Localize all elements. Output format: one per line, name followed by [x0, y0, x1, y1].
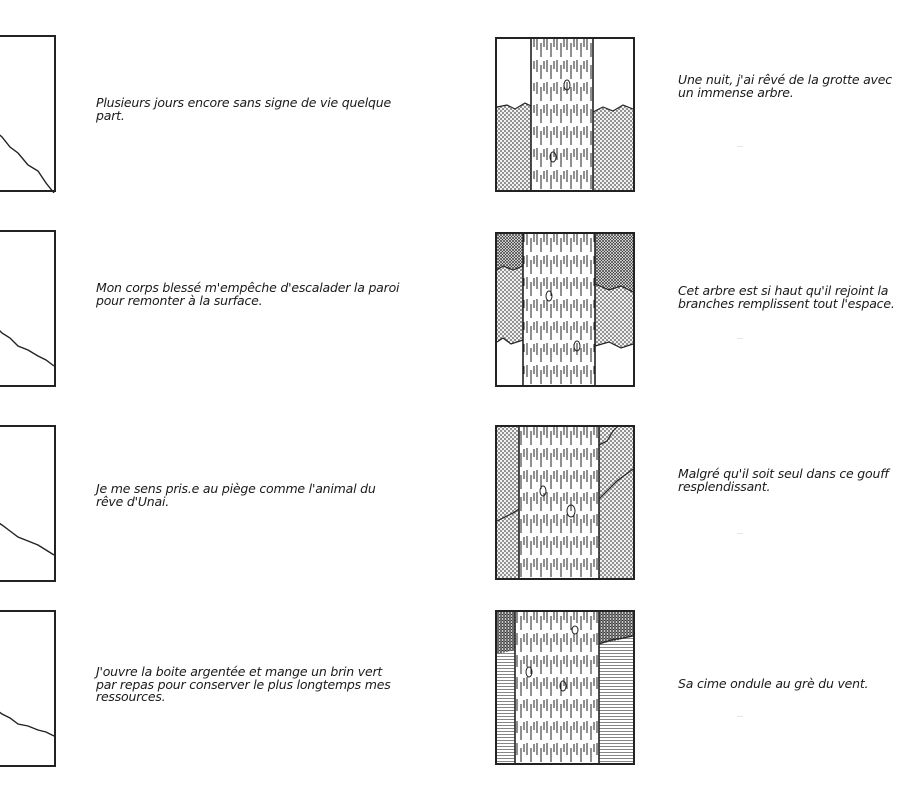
- tree-panel-1: [495, 37, 635, 192]
- paper-mark: [737, 716, 743, 717]
- cave-slope-drawing-icon: [0, 35, 58, 193]
- cave-panel-3: [0, 425, 58, 583]
- paper-mark: [737, 338, 743, 339]
- paper-mark: [737, 533, 743, 534]
- cave-slope-drawing-icon: [0, 425, 58, 583]
- cave-panel-2: [0, 230, 58, 388]
- cave-slope-drawing-icon: [0, 610, 58, 768]
- caption-right-3: Malgré qu'il soit seul dans ce gouff resplendissant.: [678, 466, 889, 494]
- tree-trunk-drawing-icon: [495, 610, 635, 765]
- tree-panel-2: [495, 232, 635, 387]
- paper-mark: [737, 146, 743, 147]
- caption-right-4: Sa cime ondule au grè du vent.: [678, 676, 869, 691]
- caption-left-4: J'ouvre la boite argentée et mange un brin vert par repas pour conserver le plus longtemps mes ressources.: [96, 664, 391, 704]
- cave-panel-4: [0, 610, 58, 768]
- caption-left-3: Je me sens pris.e au piège comme l'animal du rêve d'Unai.: [96, 481, 376, 509]
- cave-panel-1: [0, 35, 58, 193]
- tree-trunk-drawing-icon: [495, 232, 635, 387]
- caption-left-2: Mon corps blessé m'empêche d'escalader la paroi pour remonter à la surface.: [96, 280, 400, 308]
- tree-trunk-drawing-icon: [495, 37, 635, 192]
- caption-left-1: Plusieurs jours encore sans signe de vie quelque part.: [96, 95, 391, 123]
- tree-panel-3: [495, 425, 635, 580]
- caption-right-1: Une nuit, j'ai rêvé de la grotte avec un immense arbre.: [678, 72, 892, 100]
- tree-panel-4: [495, 610, 635, 765]
- tree-trunk-drawing-icon: [495, 425, 635, 580]
- caption-right-2: Cet arbre est si haut qu'il rejoint la branches remplissent tout l'espace.: [678, 283, 895, 311]
- cave-slope-drawing-icon: [0, 230, 58, 388]
